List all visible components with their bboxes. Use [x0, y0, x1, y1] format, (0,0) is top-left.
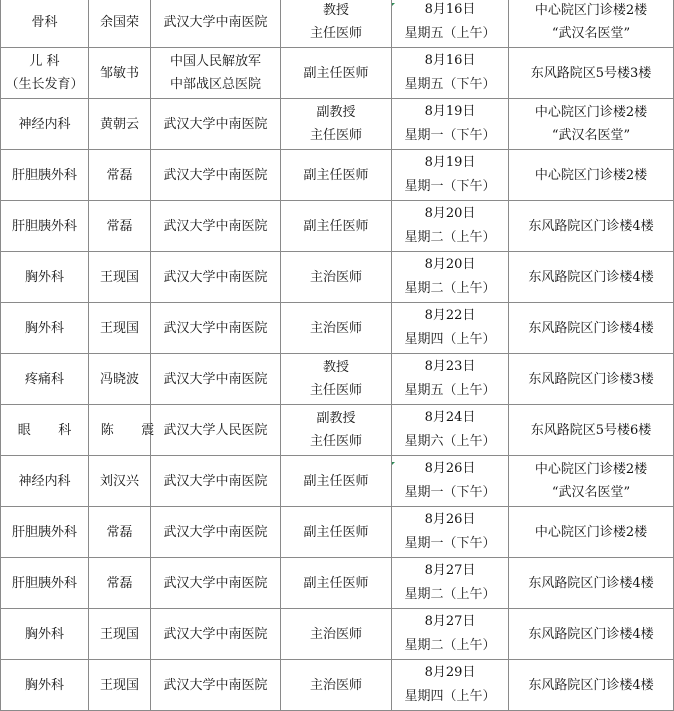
date-cell-line: 8月26日	[424, 512, 476, 527]
hospital-cell	[151, 609, 281, 660]
doctor-cell	[89, 405, 166, 456]
location-cell	[509, 99, 674, 150]
hospital-cell-line: 武汉大学中南医院	[163, 677, 268, 693]
doctor-cell-line: 陈 震	[100, 422, 166, 438]
date-cell-line: 星期一（下午）	[404, 128, 496, 143]
location-cell-line: 东风路院区5号楼6楼	[530, 422, 652, 438]
doctor-cell	[89, 252, 151, 303]
department-cell	[1, 405, 89, 456]
date-cell-line: 8月24日	[424, 410, 476, 425]
hospital-cell	[151, 0, 281, 48]
table-row	[1, 48, 674, 99]
department-cell-line: 胸外科	[24, 320, 64, 336]
date-cell	[392, 405, 509, 456]
hospital-cell	[151, 99, 281, 150]
table-row	[1, 507, 674, 558]
department-cell	[1, 99, 89, 150]
hospital-cell-line: 武汉大学人民医院	[163, 422, 268, 438]
doctor-cell	[89, 0, 151, 48]
hospital-cell	[151, 354, 281, 405]
date-cell-line: 星期五（下午）	[404, 77, 496, 92]
doctor-cell-line: 冯晓波	[99, 371, 139, 387]
department-cell	[1, 609, 89, 660]
doctor-cell-line: 邹敏书	[99, 65, 139, 81]
department-cell-line: 骨科	[31, 14, 58, 30]
location-cell	[509, 150, 674, 201]
location-cell	[509, 354, 674, 405]
doctor-cell-line: 常磊	[106, 218, 133, 234]
location-cell-line: 中心院区门诊楼2楼	[534, 524, 648, 540]
date-cell-line: 星期六（上午）	[404, 434, 496, 449]
title-cell	[281, 252, 392, 303]
department-cell-line: 疼痛科	[24, 371, 64, 387]
hospital-cell	[151, 405, 281, 456]
table-row	[1, 201, 674, 252]
doctor-cell	[89, 99, 151, 150]
date-cell-line: 8月23日	[424, 359, 476, 374]
hospital-cell	[151, 201, 281, 252]
title-cell-line: 副主任医师	[303, 473, 369, 489]
date-cell-line: 星期二（上午）	[404, 638, 496, 653]
hospital-cell-line: 武汉大学中南医院	[163, 524, 268, 540]
location-cell-line: 东风路院区门诊楼4楼	[528, 626, 654, 642]
date-cell	[392, 48, 509, 99]
title-cell-line: 教授	[322, 3, 349, 18]
hospital-cell-line: 武汉大学中南医院	[163, 116, 268, 132]
date-cell-line: 8月26日	[424, 461, 476, 476]
location-cell	[509, 252, 674, 303]
title-cell-line: 主任医师	[309, 383, 362, 398]
doctor-cell-line: 王现国	[99, 269, 139, 285]
title-cell	[281, 303, 392, 354]
location-cell-line: 中心院区门诊楼2楼	[534, 3, 648, 18]
title-cell	[281, 609, 392, 660]
title-cell-line: 主治医师	[309, 320, 362, 336]
title-cell	[281, 354, 392, 405]
date-cell	[392, 507, 509, 558]
title-cell	[281, 405, 392, 456]
date-cell-line: 星期一（下午）	[404, 485, 496, 500]
date-cell-line: 星期四（上午）	[404, 332, 496, 347]
doctor-cell	[89, 201, 151, 252]
title-cell-line: 副主任医师	[303, 575, 369, 591]
department-cell-line: 神经内科	[18, 473, 71, 489]
location-cell	[509, 456, 674, 507]
hospital-cell-line: 武汉大学中南医院	[163, 371, 268, 387]
table-row	[1, 558, 674, 609]
hospital-cell	[151, 303, 281, 354]
table-row	[1, 99, 674, 150]
title-cell	[281, 48, 392, 99]
table-row	[1, 252, 674, 303]
date-cell-line: 8月27日	[424, 563, 476, 578]
cell-corner-mark	[392, 462, 395, 465]
doctor-cell-line: 常磊	[106, 167, 133, 183]
title-cell	[281, 456, 392, 507]
doctor-cell	[89, 507, 151, 558]
doctor-cell	[89, 354, 151, 405]
location-cell	[509, 0, 674, 48]
doctor-cell	[89, 48, 151, 99]
date-cell-line: 8月20日	[424, 257, 476, 272]
department-cell-line: 胸外科	[24, 677, 64, 693]
department-cell	[1, 0, 89, 48]
title-cell	[281, 0, 392, 48]
department-cell-line: 肝胆胰外科	[11, 575, 77, 591]
title-cell-line: 副主任医师	[303, 167, 369, 183]
location-cell-line: “武汉名医堂”	[551, 485, 631, 500]
title-cell	[281, 558, 392, 609]
department-cell-line: 神经内科	[18, 116, 71, 132]
department-cell-line: 肝胆胰外科	[11, 524, 77, 540]
hospital-cell-line: 武汉大学中南医院	[163, 626, 268, 642]
hospital-cell-line: 武汉大学中南医院	[163, 269, 268, 285]
doctor-cell-line: 王现国	[99, 626, 139, 642]
department-cell-line: 眼 科	[17, 422, 83, 438]
department-cell-line: （生长发育）	[5, 77, 84, 92]
location-cell	[509, 558, 674, 609]
schedule-body	[1, 0, 674, 711]
date-cell-line: 8月22日	[424, 308, 476, 323]
date-cell-line: 8月19日	[424, 155, 476, 170]
department-cell	[1, 558, 89, 609]
title-cell	[281, 99, 392, 150]
doctor-cell-line: 余国荣	[99, 14, 139, 30]
cell-corner-mark	[392, 3, 395, 6]
department-cell	[1, 201, 89, 252]
hospital-cell	[151, 507, 281, 558]
hospital-cell-line: 武汉大学中南医院	[163, 575, 268, 591]
date-cell	[392, 660, 509, 711]
date-cell-line: 8月27日	[424, 614, 476, 629]
department-cell	[1, 456, 89, 507]
hospital-cell	[151, 48, 281, 99]
department-cell-line: 儿 科	[29, 54, 60, 69]
table-row	[1, 150, 674, 201]
doctor-cell	[89, 609, 151, 660]
department-cell-line: 肝胆胰外科	[11, 218, 77, 234]
hospital-cell-line: 中部战区总医院	[169, 77, 261, 92]
table-row	[1, 0, 674, 48]
table-row	[1, 456, 674, 507]
doctor-cell-line: 常磊	[106, 575, 133, 591]
location-cell-line: 中心院区门诊楼2楼	[534, 462, 648, 477]
title-cell	[281, 150, 392, 201]
date-cell	[392, 150, 509, 201]
date-cell-line: 星期四（上午）	[404, 689, 496, 704]
date-cell	[392, 354, 509, 405]
hospital-cell	[151, 558, 281, 609]
hospital-cell-line: 武汉大学中南医院	[163, 473, 268, 489]
title-cell-line: 副主任医师	[303, 524, 369, 540]
date-cell-line: 8月19日	[424, 104, 476, 119]
hospital-cell	[151, 660, 281, 711]
date-cell	[392, 303, 509, 354]
title-cell-line: 主任医师	[309, 26, 362, 41]
title-cell-line: 主任医师	[309, 128, 362, 143]
location-cell-line: 东风路院区5号楼3楼	[530, 65, 652, 81]
doctor-cell	[89, 660, 151, 711]
location-cell-line: 东风路院区门诊楼3楼	[528, 371, 654, 387]
doctor-cell	[89, 558, 151, 609]
location-cell-line: 东风路院区门诊楼4楼	[528, 269, 654, 285]
location-cell	[509, 609, 674, 660]
hospital-cell	[151, 456, 281, 507]
location-cell	[509, 201, 674, 252]
title-cell	[281, 660, 392, 711]
hospital-cell	[151, 150, 281, 201]
date-cell-line: 8月29日	[424, 665, 476, 680]
doctor-cell-line: 刘汉兴	[99, 473, 139, 489]
location-cell-line: “武汉名医堂”	[551, 128, 631, 143]
location-cell-line: 东风路院区门诊楼4楼	[528, 575, 654, 591]
date-cell	[392, 609, 509, 660]
department-cell	[1, 507, 89, 558]
date-cell	[392, 456, 509, 507]
department-cell	[1, 354, 89, 405]
doctor-cell	[89, 150, 151, 201]
date-cell-line: 星期一（下午）	[404, 179, 496, 194]
department-cell	[1, 252, 89, 303]
date-cell	[392, 558, 509, 609]
date-cell-line: 星期一（下午）	[404, 536, 496, 551]
date-cell-line: 星期二（上午）	[404, 587, 496, 602]
date-cell-line: 8月16日	[424, 53, 476, 68]
title-cell-line: 主治医师	[309, 269, 362, 285]
location-cell-line: “武汉名医堂”	[551, 26, 631, 41]
location-cell-line: 东风路院区门诊楼4楼	[528, 677, 654, 693]
doctor-cell-line: 王现国	[99, 677, 139, 693]
table-row	[1, 405, 674, 456]
doctor-cell-line: 常磊	[106, 524, 133, 540]
location-cell-line: 东风路院区门诊楼4楼	[528, 218, 654, 234]
title-cell-line: 副教授	[316, 411, 356, 426]
doctor-cell-line: 王现国	[99, 320, 139, 336]
doctor-cell-line: 黄朝云	[99, 116, 139, 132]
location-cell	[509, 660, 674, 711]
hospital-cell-line: 武汉大学中南医院	[163, 218, 268, 234]
table-row	[1, 354, 674, 405]
department-cell	[1, 48, 89, 99]
title-cell-line: 副主任医师	[303, 65, 369, 81]
location-cell	[509, 507, 674, 558]
date-cell-line: 8月16日	[424, 2, 476, 17]
date-cell	[392, 0, 509, 48]
title-cell-line: 主治医师	[309, 626, 362, 642]
title-cell-line: 主治医师	[309, 677, 362, 693]
date-cell	[392, 99, 509, 150]
doctor-cell	[89, 303, 151, 354]
location-cell-line: 中心院区门诊楼2楼	[534, 105, 648, 120]
hospital-cell	[151, 252, 281, 303]
location-cell	[509, 48, 674, 99]
date-cell-line: 星期二（上午）	[404, 230, 496, 245]
department-cell-line: 胸外科	[24, 626, 64, 642]
hospital-cell-line: 武汉大学中南医院	[163, 167, 268, 183]
title-cell-line: 教授	[322, 360, 349, 375]
date-cell-line: 8月20日	[424, 206, 476, 221]
location-cell-line: 东风路院区门诊楼4楼	[528, 320, 654, 336]
department-cell	[1, 303, 89, 354]
hospital-cell-line: 武汉大学中南医院	[163, 14, 268, 30]
table-row	[1, 303, 674, 354]
date-cell-line: 星期二（上午）	[404, 281, 496, 296]
title-cell-line: 副主任医师	[303, 218, 369, 234]
table-row	[1, 660, 674, 711]
title-cell-line: 副教授	[316, 105, 356, 120]
title-cell	[281, 507, 392, 558]
department-cell	[1, 660, 89, 711]
date-cell-line: 星期五（上午）	[404, 383, 496, 398]
title-cell	[281, 201, 392, 252]
title-cell-line: 主任医师	[309, 434, 362, 449]
table-row	[1, 609, 674, 660]
location-cell	[509, 405, 674, 456]
location-cell	[509, 303, 674, 354]
hospital-cell-line: 武汉大学中南医院	[163, 320, 268, 336]
department-cell-line: 肝胆胰外科	[11, 167, 77, 183]
hospital-cell-line: 中国人民解放军	[169, 54, 261, 69]
date-cell	[392, 201, 509, 252]
department-cell	[1, 150, 89, 201]
date-cell	[392, 252, 509, 303]
department-cell-line: 胸外科	[24, 269, 64, 285]
location-cell-line: 中心院区门诊楼2楼	[534, 167, 648, 183]
doctor-cell	[89, 456, 151, 507]
date-cell-line: 星期五（上午）	[404, 26, 496, 41]
